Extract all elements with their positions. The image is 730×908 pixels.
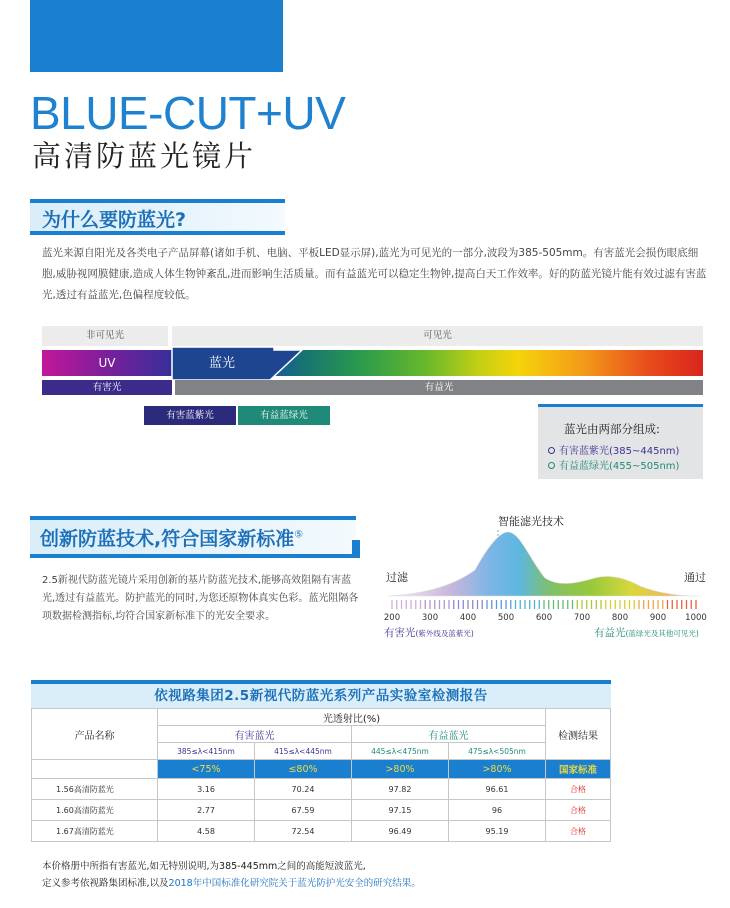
wavelength-tick-label: 500 <box>497 613 515 623</box>
composition-beneficial-text: 有益蓝绿光(455~505nm) <box>559 461 680 472</box>
wavelength-tick-label: 900 <box>649 613 667 623</box>
report-table <box>31 708 611 842</box>
wavelength-tick-label: 700 <box>573 613 591 623</box>
table-row <box>32 821 611 842</box>
standard-cell: <75% <box>158 760 255 779</box>
product-name-cell: 1.60高清防蓝光 <box>32 800 158 821</box>
invisible-light-bar: 非可见光 <box>42 326 168 346</box>
beneficial-light-bar: 有益光 <box>175 380 703 395</box>
range-cell: 385≤λ<415nm <box>158 743 255 760</box>
beneficial-light-caption: 有益光(蓝绿光及其他可见光) <box>594 627 699 639</box>
banner-side-accent <box>352 540 360 558</box>
section-heading-text: 创新防蓝技术,符合国家新标准⑤ <box>40 528 304 550</box>
value-cell: 2.77 <box>158 800 255 821</box>
value-cell: 96.61 <box>449 779 546 800</box>
brand-title: BLUE-CUT+UV <box>30 87 346 139</box>
col-header-beneficial-blue: 有益蓝光 <box>352 726 546 743</box>
footnote-line-2: 定义参考依视路集团标准,以及2018年中国标准化研究院关于蓝光防护光安全的研究结果。 <box>42 878 421 889</box>
value-cell: 72.54 <box>255 821 352 842</box>
uv-label: UV <box>98 356 116 370</box>
value-cell: 4.58 <box>158 821 255 842</box>
footnote-line-1: 本价格册中所指有害蓝光,如无特别说明,为385-445mm之间的高能短波蓝光, <box>42 861 366 872</box>
standard-cell: ≤80% <box>255 760 352 779</box>
technology-paragraph: 2.5新视代防蓝光镜片采用创新的基片防蓝光技术,能够高效阻隔有害蓝光,透过有益蓝光。防护蓝光的同时,为您还原物体真实色彩。蓝光阻隔各项数据检测指标,均符合国家新标准下的光安全要求。 <box>42 575 359 622</box>
section-heading-text: 为什么要防蓝光? <box>42 209 187 231</box>
banner-underline <box>30 554 360 558</box>
composition-harmful-row <box>548 442 679 457</box>
standard-cell: >80% <box>449 760 546 779</box>
harmful-light-bar: 有害光 <box>42 380 172 395</box>
filter-chart-title: 智能滤光技术 <box>498 515 564 528</box>
composition-title: 蓝光由两部分组成: <box>564 422 660 436</box>
intro-paragraph: 蓝光来源自阳光及各类电子产品屏幕(诸如手机、电脑、平板LED显示屏),蓝光为可见光的一部分,波段为385-505mm。有害蓝光会损伤眼底细胞,威胁视网膜健康,造成人体生物钟紊乱,进而影响生活质量。而有益蓝光可以稳定生物钟,提高白天工作效率。好的防蓝光镜片能有效过滤有害蓝光,透过有益蓝光,色偏程度较低。 <box>42 247 707 301</box>
wavelength-tick-label: 200 <box>383 613 401 623</box>
section-heading-technology <box>30 516 356 554</box>
value-cell: 70.24 <box>255 779 352 800</box>
visible-light-bar: 可见光 <box>172 326 703 346</box>
harmful-dot-icon <box>548 447 555 454</box>
table-row <box>32 800 611 821</box>
filter-right-label: 通过 <box>684 571 706 584</box>
value-cell: 96.49 <box>352 821 449 842</box>
footnote <box>42 858 702 892</box>
wavelength-tick-label: 1000 <box>685 613 707 623</box>
wavelength-tick-labels <box>384 613 707 623</box>
result-cell: 合格 <box>546 779 611 800</box>
value-cell: 95.19 <box>449 821 546 842</box>
product-name-cell: 1.56高清防蓝光 <box>32 779 158 800</box>
header-color-block <box>30 0 283 72</box>
value-cell: 3.16 <box>158 779 255 800</box>
standard-cell: >80% <box>352 760 449 779</box>
value-cell: 97.82 <box>352 779 449 800</box>
section-heading-why <box>30 199 285 233</box>
range-cell: 415≤λ<445nm <box>255 743 352 760</box>
product-name-cell: 1.67高清防蓝光 <box>32 821 158 842</box>
result-cell: 合格 <box>546 821 611 842</box>
standard-label-cell: 国家标准 <box>546 760 611 779</box>
smart-filter-diagram <box>380 508 715 643</box>
lab-test-report <box>31 680 611 842</box>
range-cell: 475≤λ<505nm <box>449 743 546 760</box>
blue-light-label: 蓝光 <box>208 356 235 371</box>
col-header-product: 产品名称 <box>32 709 158 760</box>
value-cell: 97.15 <box>352 800 449 821</box>
table-row <box>32 779 611 800</box>
composition-harmful-text: 有害蓝紫光(385~445nm) <box>559 446 680 457</box>
harmful-blue-violet-bar: 有害蓝紫光 <box>144 406 236 425</box>
filter-left-label: 过滤 <box>386 571 408 584</box>
value-cell: 96 <box>449 800 546 821</box>
result-cell: 合格 <box>546 800 611 821</box>
product-subtitle: 高清防蓝光镜片 <box>32 139 257 173</box>
banner-underline <box>30 231 285 235</box>
report-title: 依视路集团2.5新视代防蓝光系列产品实验室检测报告 <box>31 680 611 708</box>
wavelength-tick-label: 800 <box>611 613 629 623</box>
beneficial-dot-icon <box>548 462 555 469</box>
wavelength-tick-label: 400 <box>459 613 477 623</box>
wavelength-tick-label: 300 <box>421 613 439 623</box>
blue-light-composition-box <box>538 404 703 479</box>
beneficial-blue-green-bar: 有益蓝绿光 <box>238 406 330 425</box>
col-header-transmittance: 光透射比(%) <box>158 709 546 726</box>
col-header-harmful-blue: 有害蓝光 <box>158 726 352 743</box>
value-cell: 67.59 <box>255 800 352 821</box>
col-header-result: 检测结果 <box>546 709 611 760</box>
harmful-light-caption: 有害光(紫外线及蓝紫光) <box>384 627 474 639</box>
wavelength-tick-marks <box>392 600 696 609</box>
composition-beneficial-row <box>548 457 679 472</box>
range-cell: 445≤λ<475nm <box>352 743 449 760</box>
wavelength-tick-label: 600 <box>535 613 553 623</box>
